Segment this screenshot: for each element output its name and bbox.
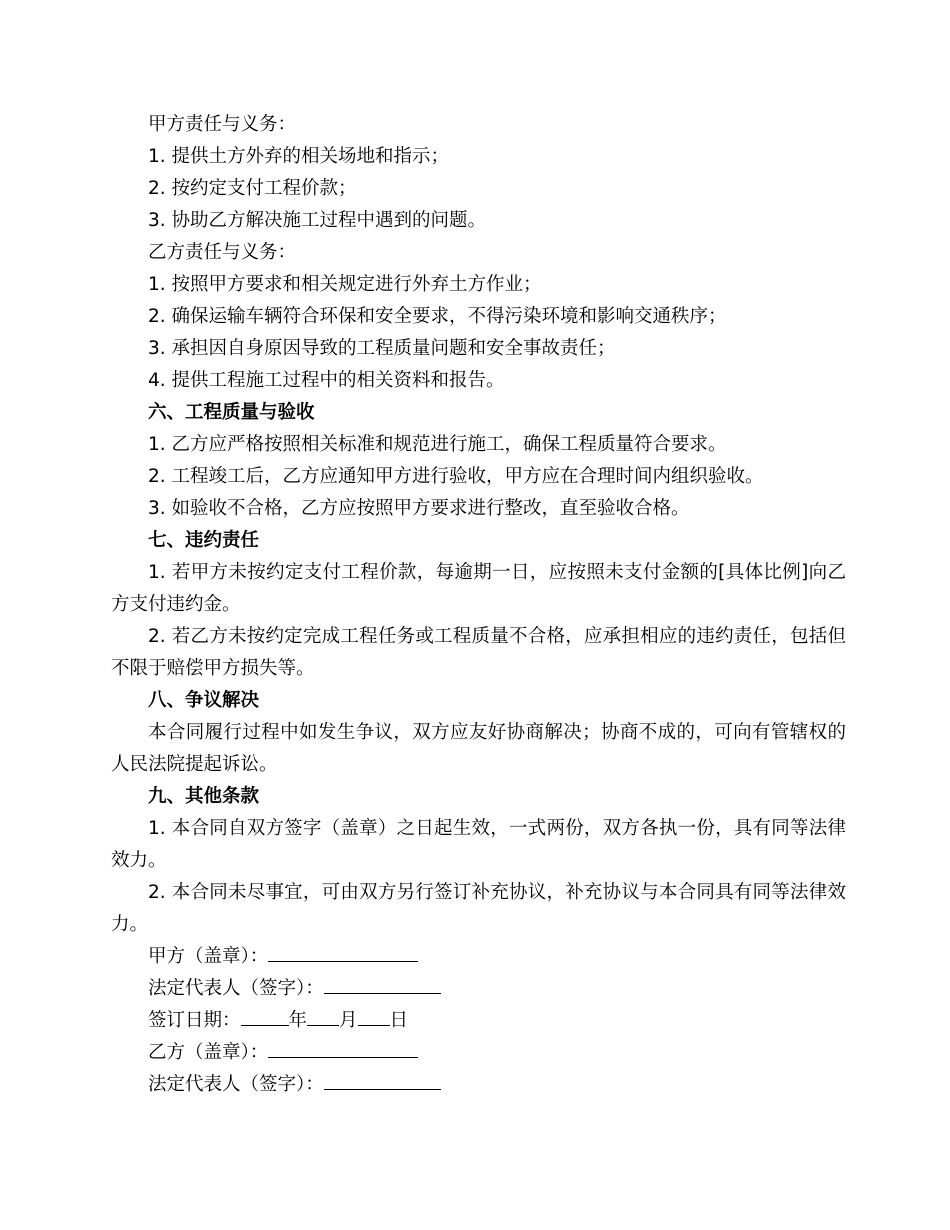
signature-rep-b <box>111 1069 846 1101</box>
signature-rep-a <box>111 973 846 1005</box>
party-a-seal-blank[interactable] <box>268 943 418 962</box>
breach-paragraph: 1. 若甲方未按约定支付工程价款，每逾期一日，应按照未支付金额的[具体比例]向乙方支付违约金。 <box>111 562 846 615</box>
month-blank[interactable] <box>307 1007 339 1026</box>
breach-paragraph: 2. 若乙方未按约定完成工程任务或工程质量不合格，应承担相应的违约责任，包括但不限于赔偿甲方损失等。 <box>111 626 846 679</box>
year-label: 年 <box>288 1010 308 1031</box>
section-heading-other: 九、其他条款 <box>148 786 260 807</box>
party-b-duties-title: 乙方责任与义务： <box>148 242 297 263</box>
rep-a-sign-blank[interactable] <box>324 975 441 994</box>
rep-a-sign-label: 法定代表人（签字）： <box>148 978 324 999</box>
section-heading-dispute: 八、争议解决 <box>148 690 260 711</box>
day-label: 日 <box>389 1010 409 1031</box>
rep-b-sign-label: 法定代表人（签字）： <box>148 1074 324 1095</box>
party-a-duties-title: 甲方责任与义务： <box>148 114 297 135</box>
year-blank[interactable] <box>241 1007 289 1026</box>
other-terms-paragraph: 1. 本合同自双方签字（盖章）之日起生效，一式两份，双方各执一份，具有同等法律效力。 <box>111 818 846 871</box>
party-b-seal-label: 乙方（盖章）： <box>148 1042 269 1063</box>
party-b-duty-item: 3. 承担因自身原因导致的工程质量问题和安全事故责任； <box>148 338 616 359</box>
party-a-duty-item: 2. 按约定支付工程价款； <box>148 178 357 199</box>
party-b-duty-item: 1. 按照甲方要求和相关规定进行外弃土方作业； <box>148 274 542 295</box>
section-heading-quality: 六、工程质量与验收 <box>148 402 315 423</box>
quality-item: 2. 工程竣工后，乙方应通知甲方进行验收，甲方应在合理时间内组织验收。 <box>148 466 764 487</box>
signature-party-b <box>111 1037 846 1069</box>
contract-page <box>111 109 846 1101</box>
signing-date <box>111 1005 846 1037</box>
party-a-duty-item: 3. 协助乙方解决施工过程中遇到的问题。 <box>148 210 487 231</box>
party-b-seal-blank[interactable] <box>268 1039 418 1058</box>
month-label: 月 <box>339 1010 358 1031</box>
party-b-duty-item: 2. 确保运输车辆符合环保和安全要求，不得污染环境和影响交通秩序； <box>148 306 727 327</box>
section-heading-breach: 七、违约责任 <box>148 530 260 551</box>
party-b-duty-item: 4. 提供工程施工过程中的相关资料和报告。 <box>148 370 505 391</box>
day-blank[interactable] <box>358 1007 390 1026</box>
party-a-seal-label: 甲方（盖章）： <box>148 946 269 967</box>
rep-b-sign-blank[interactable] <box>324 1071 441 1090</box>
dispute-paragraph: 本合同履行过程中如发生争议，双方应友好协商解决；协商不成的，可向有管辖权的人民法院提起诉讼。 <box>111 722 846 775</box>
quality-item: 3. 如验收不合格，乙方应按照甲方要求进行整改，直至验收合格。 <box>148 498 690 519</box>
signing-date-label: 签订日期： <box>148 1010 241 1031</box>
quality-item: 1. 乙方应严格按照相关标准和规范进行施工，确保工程质量符合要求。 <box>148 434 727 455</box>
other-terms-paragraph: 2. 本合同未尽事宜，可由双方另行签订补充协议，补充协议与本合同具有同等法律效力。 <box>111 882 846 935</box>
party-a-duty-item: 1. 提供土方外弃的相关场地和指示； <box>148 146 450 167</box>
signature-party-a <box>111 941 846 973</box>
